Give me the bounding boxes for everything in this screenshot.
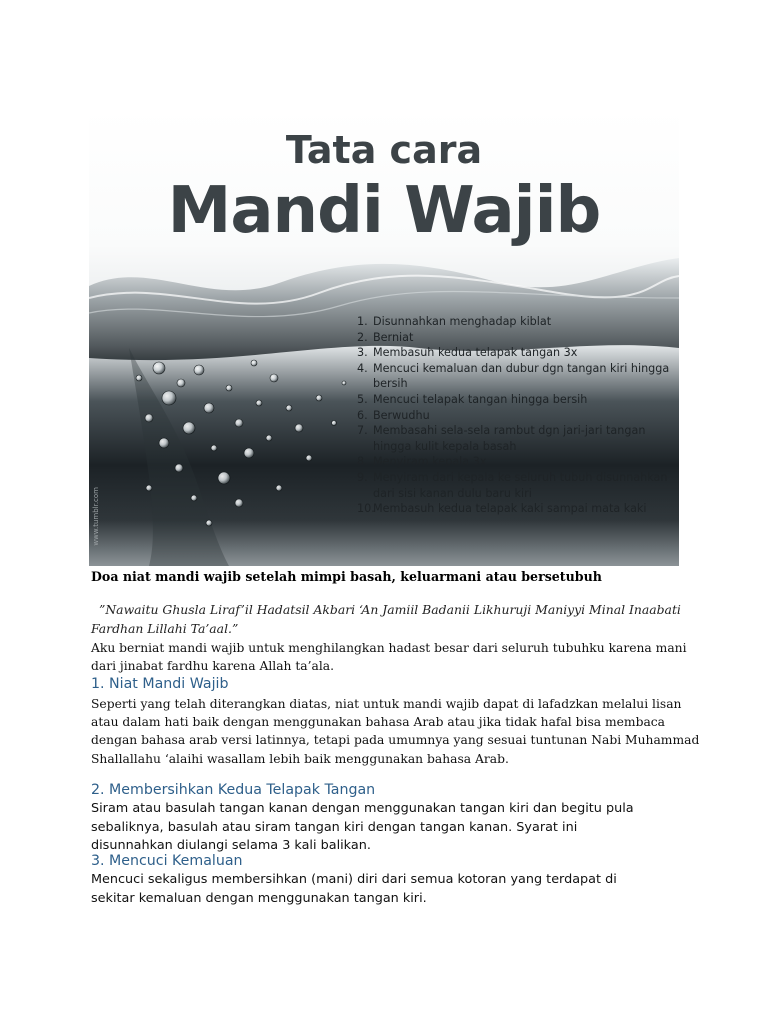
body-line: dengan bahasa arab versi latinnya, tetapi pada umumnya yang sesuai tuntunan Nabi Muhammad [91,733,700,748]
poster-watermark: www.tumblr.com [92,487,100,546]
body-line: sekitar kemaluan dengan menggunakan tangan kiri. [91,890,427,906]
niat-translation [91,639,691,675]
section-heading-niat: 1. Niat Mandi Wajib [91,676,229,692]
section-heading-telapak-tangan: 2. Membersihkan Kedua Telapak Tangan [91,782,376,798]
body-line: sebaliknya, basulah atau siram tangan kiri dengan tangan kanan. Syarat ini [91,819,578,835]
section-body-telapak-tangan [91,800,691,856]
poster-title-small: Tata cara [285,128,483,172]
body-line: Shallallahu ‘alaihi wasallam lebih baik menggunakan bahasa Arab. [91,751,509,766]
step-item: 8. Menyiram kepala 3x [357,455,487,469]
step-item: 10. Membasuh kedua telapak kaki sampai mata kaki [357,502,647,516]
step-item: 4. Mencuci kemaluan dan dubur dgn tangan kiri hingga bersih [357,361,670,391]
body-line: disunnahkan diulangi selama 3 kali balikan. [91,838,371,854]
step-item: 6. Berwudhu [357,408,430,422]
mandi-wajib-steps-list [357,314,675,517]
step-item: 7. Membasahi sela-sela rambut dgn jari-jari tangan hingga kulit kepala basah [357,424,646,453]
body-line: Seperti yang telah diterangkan diatas, niat untuk mandi wajib dapat di lafadzkan melalui lisan [91,697,682,711]
prayer-caption: Doa niat mandi wajib setelah mimpi basah, keluarmani atau bersetubuh [91,569,602,584]
poster-title-big: Mandi Wajib [167,174,601,248]
step-item: 3. Membasuh kedua telapak tangan 3x [357,346,578,360]
section-body-niat [91,695,700,768]
body-line: Mencuci sekaligus membersihkan (mani) diri dari semua kotoran yang terdapat di [91,872,617,887]
section-heading-kemaluan: 3. Mencuci Kemaluan [91,853,243,869]
section-body-kemaluan [91,871,691,908]
mandi-wajib-poster-image [89,108,679,566]
translation-line: Aku berniat mandi wajib untuk menghilangkan hadast besar dari seluruh tubuhku karena mani [91,641,687,655]
niat-quote [91,600,691,638]
quote-line: Fardhan Lillahi Ta’aal.” [91,621,239,636]
body-line: Siram atau basulah tangan kanan dengan menggunakan tangan kiri dan begitu pula [91,801,634,816]
step-item: 2. Berniat [357,330,414,344]
quote-line: ”Nawaitu Ghusla Liraf’il Hadatsil Akbari ‘An Jamiil Badanii Likhuruji Maniyyi Minal Inaabati [99,602,681,617]
step-item: 1. Disunnahkan menghadap kiblat [357,315,552,328]
step-item: 5. Mencuci telapak tangan hingga bersih [357,392,588,406]
translation-line: dari jinabat fardhu karena Allah ta’ala. [91,659,335,674]
body-line: atau dalam hati baik dengan menggunakan bahasa Arab atau jika tidak hafal bisa membaca [91,715,666,730]
step-item: 9. Menyiram dari kepala ke seluruh tubuh disunnahkan dari sisi kanan dulu baru kiri [357,470,668,500]
